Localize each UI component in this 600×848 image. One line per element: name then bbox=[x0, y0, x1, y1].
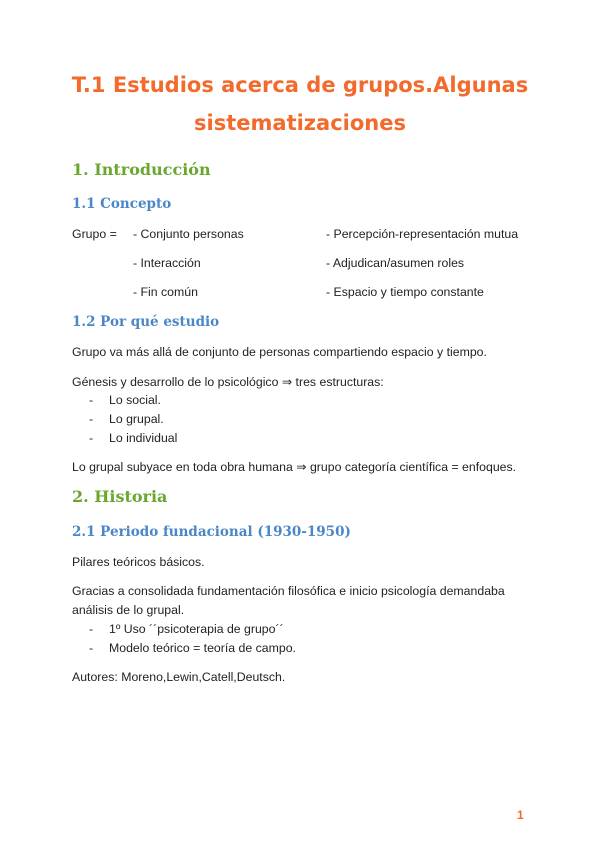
grupo-label: Grupo = bbox=[72, 227, 117, 241]
list-item: - 1º Uso ´´psicoterapia de grupo´´ bbox=[89, 622, 284, 636]
concepto-item: - Espacio y tiempo constante bbox=[326, 285, 484, 299]
list-item: - Modelo teórico = teoría de campo. bbox=[89, 641, 296, 655]
concepto-item: - Adjudican/asumen roles bbox=[326, 256, 465, 270]
concepto-item: - Conjunto personas bbox=[133, 227, 244, 241]
list-item: - Lo individual bbox=[89, 431, 178, 445]
paragraph: Grupo va más allá de conjunto de personas compartiendo espacio y tiempo. bbox=[72, 345, 487, 359]
paragraph: Génesis y desarrollo de lo psicológico ⇒ tres estructuras: bbox=[72, 375, 384, 389]
structures-list bbox=[72, 391, 177, 448]
subsection-heading-concepto: 1.1 Concepto bbox=[72, 196, 172, 212]
concepto-item: - Percepción-representación mutua bbox=[326, 227, 519, 241]
fundacional-list bbox=[72, 620, 296, 658]
paragraph: Lo grupal subyace en toda obra humana ⇒ grupo categoría científica = enfoques. bbox=[72, 460, 517, 474]
list-item: - Lo grupal. bbox=[89, 412, 164, 426]
section-heading-historia: 2. Historia bbox=[72, 487, 168, 506]
paragraph: Autores: Moreno,Lewin,Catell,Deutsch. bbox=[72, 670, 286, 684]
paragraph: Gracias a consolidada fundamentación filosófica e inicio psicología demandaba análisis de lo grupal. bbox=[72, 584, 505, 617]
subsection-heading-por-que-estudio: 1.2 Por qué estudio bbox=[72, 314, 220, 330]
concepto-item: - Interacción bbox=[133, 256, 201, 270]
document-title: T.1 Estudios acerca de grupos.Algunas sistematizaciones bbox=[71, 73, 529, 135]
section-heading-introduccion: 1. Introducción bbox=[72, 160, 211, 179]
list-item: - Lo social. bbox=[89, 393, 161, 407]
concepto-item: - Fin común bbox=[133, 285, 198, 299]
page-number: 1 bbox=[517, 808, 524, 822]
paragraph: Pilares teóricos básicos. bbox=[72, 555, 205, 569]
subsection-heading-periodo-fundacional: 2.1 Periodo fundacional (1930-1950) bbox=[72, 524, 351, 540]
